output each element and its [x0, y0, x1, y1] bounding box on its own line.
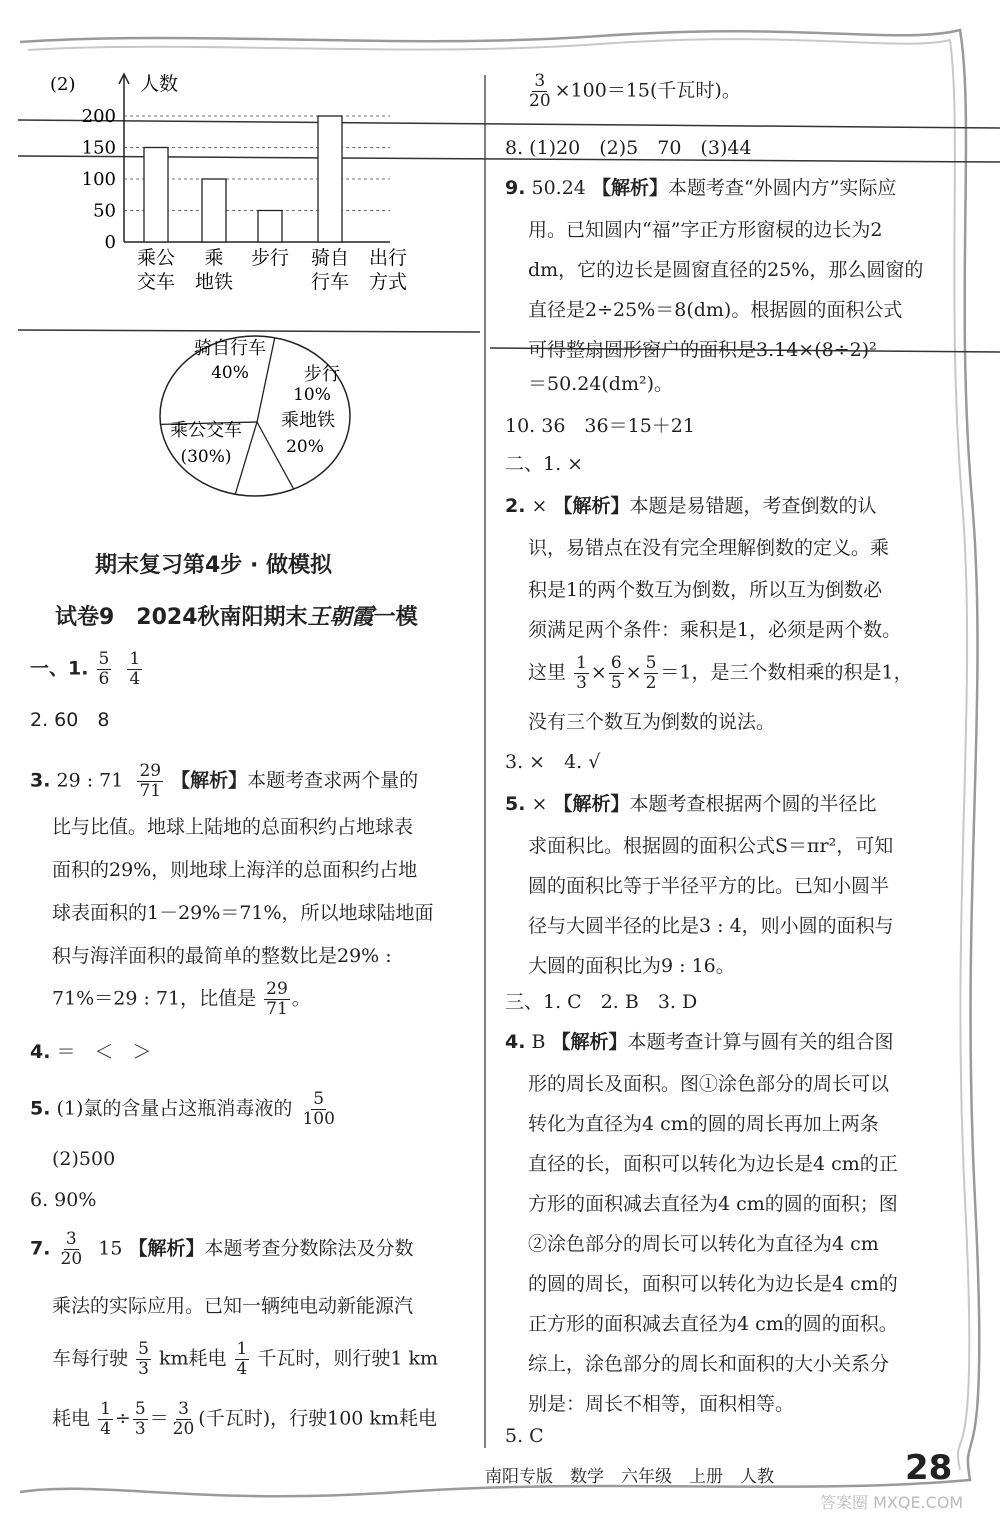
- answer-1-8: 8. (1)20 (2)5 70 (3)44: [505, 137, 752, 159]
- x-tick-label: 地铁: [194, 271, 234, 293]
- x-tick-label: 步行: [250, 247, 290, 269]
- answer-1-1: 一、1. $\frac{5}{6}$ $\frac{1}{4}$: [30, 649, 141, 689]
- pie-chart: [150, 328, 360, 508]
- x-tick-label: 交车: [136, 271, 176, 293]
- x-tick-label: 骑自: [310, 247, 350, 269]
- answer-1-4: 4. ＝ ＜ ＞: [30, 1041, 152, 1063]
- pie-slice-label: 步行: [304, 364, 340, 385]
- pie-slice-label: 乘地铁: [281, 410, 335, 431]
- brand-logo: 王朝霞: [307, 604, 374, 630]
- pie-slice-value: (30%): [180, 447, 232, 467]
- answer-1-6: 6. 90%: [30, 1189, 97, 1211]
- answer-3-5: 5. C: [505, 1425, 544, 1447]
- chart-part-label: (2): [50, 74, 76, 95]
- bar: [318, 116, 342, 242]
- pie-slice-value: 20%: [286, 437, 324, 457]
- section-title: 期末复习第4步 · 做模拟: [95, 553, 332, 578]
- answer-1-9: 9. 50.24 【解析】本题考查“外圆内方”实际应: [505, 177, 897, 199]
- x-axis-label: 出行: [368, 247, 408, 269]
- answer-2-2: 2. × 【解析】本题是易错题，考查倒数的认: [505, 495, 877, 517]
- x-tick-label: 行车: [310, 271, 350, 293]
- bar: [202, 179, 226, 242]
- pie-slice-value: 10%: [293, 385, 331, 405]
- pie-slice-value: 40%: [211, 363, 249, 383]
- y-tick-label: 0: [104, 232, 116, 253]
- bar: [258, 211, 282, 243]
- answer-7-cont: $\frac{3}{20}$ ×100＝15(千瓦时)。: [529, 71, 741, 111]
- chart-ylabel: 人数: [140, 73, 179, 95]
- pie-slice-label: 乘公交车: [170, 420, 242, 441]
- page-footer: 南阳专版 数学 六年级 上册 人教: [485, 1467, 774, 1487]
- answer-1-7: 7. $\frac{3}{20}$ 15 【解析】本题考查分数除法及分数: [30, 1229, 414, 1269]
- answer-2-1: 二、1. ×: [505, 453, 584, 475]
- page-number: 28: [905, 1448, 953, 1488]
- watermark: 答案圈 MXQE.COM: [820, 1493, 964, 1512]
- y-tick-label: 200: [81, 106, 116, 127]
- bar-chart: [40, 62, 480, 302]
- x-axis-label: 方式: [368, 271, 408, 293]
- answer-2-3-4: 3. × 4. √: [505, 751, 601, 773]
- answer-1-2: 2. 60 8: [30, 709, 110, 731]
- x-tick-label: 乘公: [136, 247, 176, 269]
- answer-3-1-3: 三、1. C 2. B 3. D: [505, 991, 698, 1013]
- answer-3-4: 4. B 【解析】本题考查计算与圆有关的组合图: [505, 1031, 894, 1053]
- x-tick-label: 乘: [204, 247, 224, 269]
- bar: [144, 148, 168, 243]
- answer-2-5: 5. × 【解析】本题考查根据两个圆的半径比: [505, 793, 877, 815]
- paper-title: 试卷9 2024秋南阳期末王朝霞一模: [55, 604, 418, 630]
- answer-1-3: 3. 29 : 71 $\frac{29}{71}$ 【解析】本题考查求两个量的: [30, 761, 419, 801]
- pie-slice-label: 骑自行车: [194, 338, 266, 359]
- answer-1-10: 10. 36 36＝15＋21: [505, 415, 695, 437]
- y-tick-label: 100: [81, 169, 116, 190]
- y-tick-label: 150: [81, 137, 116, 159]
- answer-1-5: 5. (1)氯的含量占这瓶消毒液的 $\frac{5}{100}$: [30, 1089, 335, 1129]
- y-tick-label: 50: [93, 200, 116, 222]
